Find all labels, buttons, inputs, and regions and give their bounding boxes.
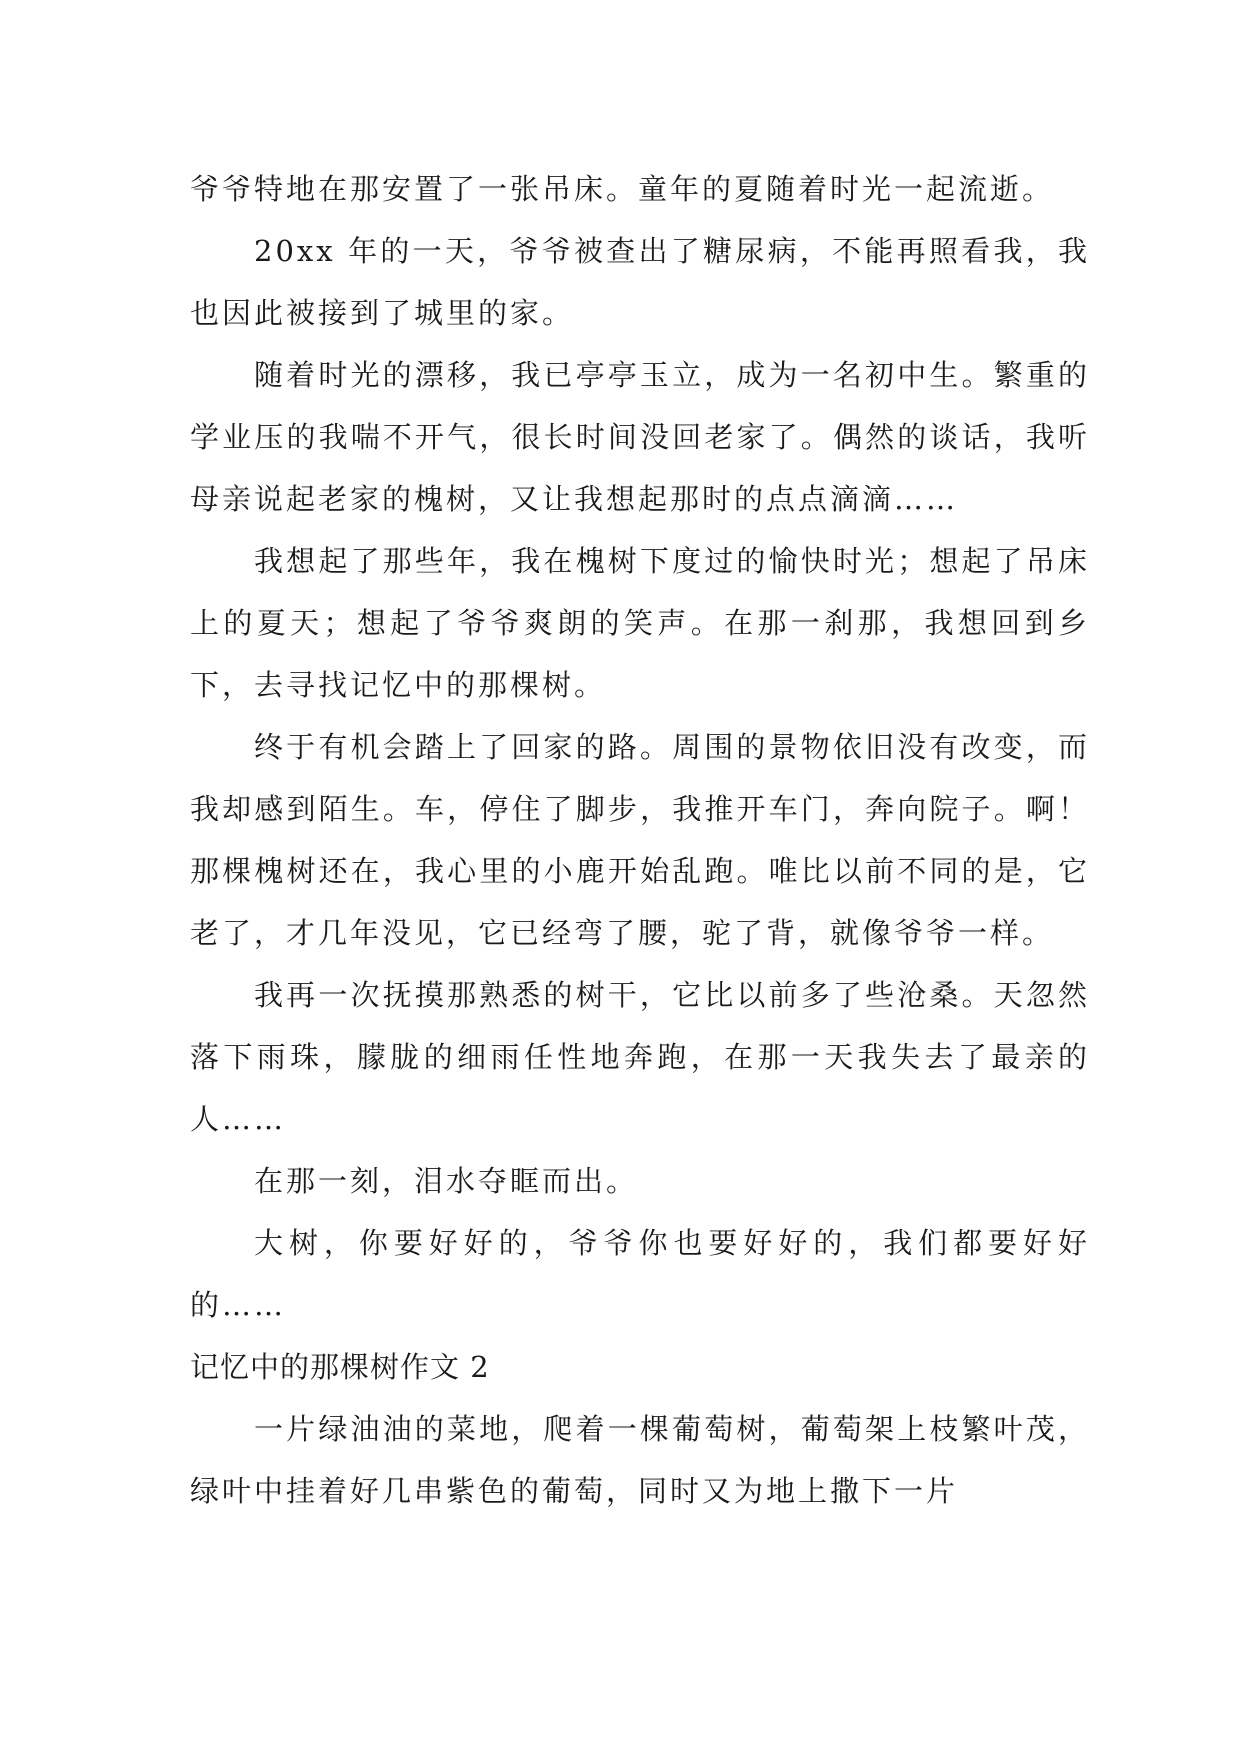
paragraph-4: 我想起了那些年，我在槐树下度过的愉快时光；想起了吊床上的夏天；想起了爷爷爽朗的笑声。在那一刹那，我想回到乡下，去寻找记忆中的那棵树。 — [190, 544, 1090, 702]
paragraph-5: 终于有机会踏上了回家的路。周围的景物依旧没有改变，而我却感到陌生。车，停住了脚步，我推开车门，奔向院子。啊！那棵槐树还在，我心里的小鹿开始乱跑。唯比以前不同的是，它老了，才几年没见，它已经弯了腰，驼了背，就像爷爷一样。 — [190, 730, 1090, 950]
paragraph-9: 一片绿油油的菜地，爬着一棵葡萄树，葡萄架上枝繁叶茂，绿叶中挂着好几串紫色的葡萄，同时又为地上撒下一片 — [190, 1412, 1090, 1508]
paragraph-7: 在那一刻，泪水夺眶而出。 — [254, 1164, 639, 1198]
paragraph-8: 大树，你要好好的，爷爷你也要好好的，我们都要好好的…… — [190, 1226, 1090, 1322]
paragraph-1: 爷爷特地在那安置了一张吊床。童年的夏随着时光一起流逝。 — [190, 172, 1055, 206]
section-heading: 记忆中的那棵树作文 2 — [190, 1350, 490, 1384]
paragraph-2: 20xx 年的一天，爷爷被查出了糖尿病，不能再照看我，我也因此被接到了城里的家。 — [190, 234, 1090, 330]
paragraph-6: 我再一次抚摸那熟悉的树干，它比以前多了些沧桑。天忽然落下雨珠，朦胧的细雨任性地奔跑，在那一天我失去了最亲的人…… — [190, 978, 1090, 1136]
document-body — [190, 158, 1090, 1522]
paragraph-3: 随着时光的漂移，我已亭亭玉立，成为一名初中生。繁重的学业压的我喘不开气，很长时间没回老家了。偶然的谈话，我听母亲说起老家的槐树，又让我想起那时的点点滴滴…… — [190, 358, 1090, 516]
